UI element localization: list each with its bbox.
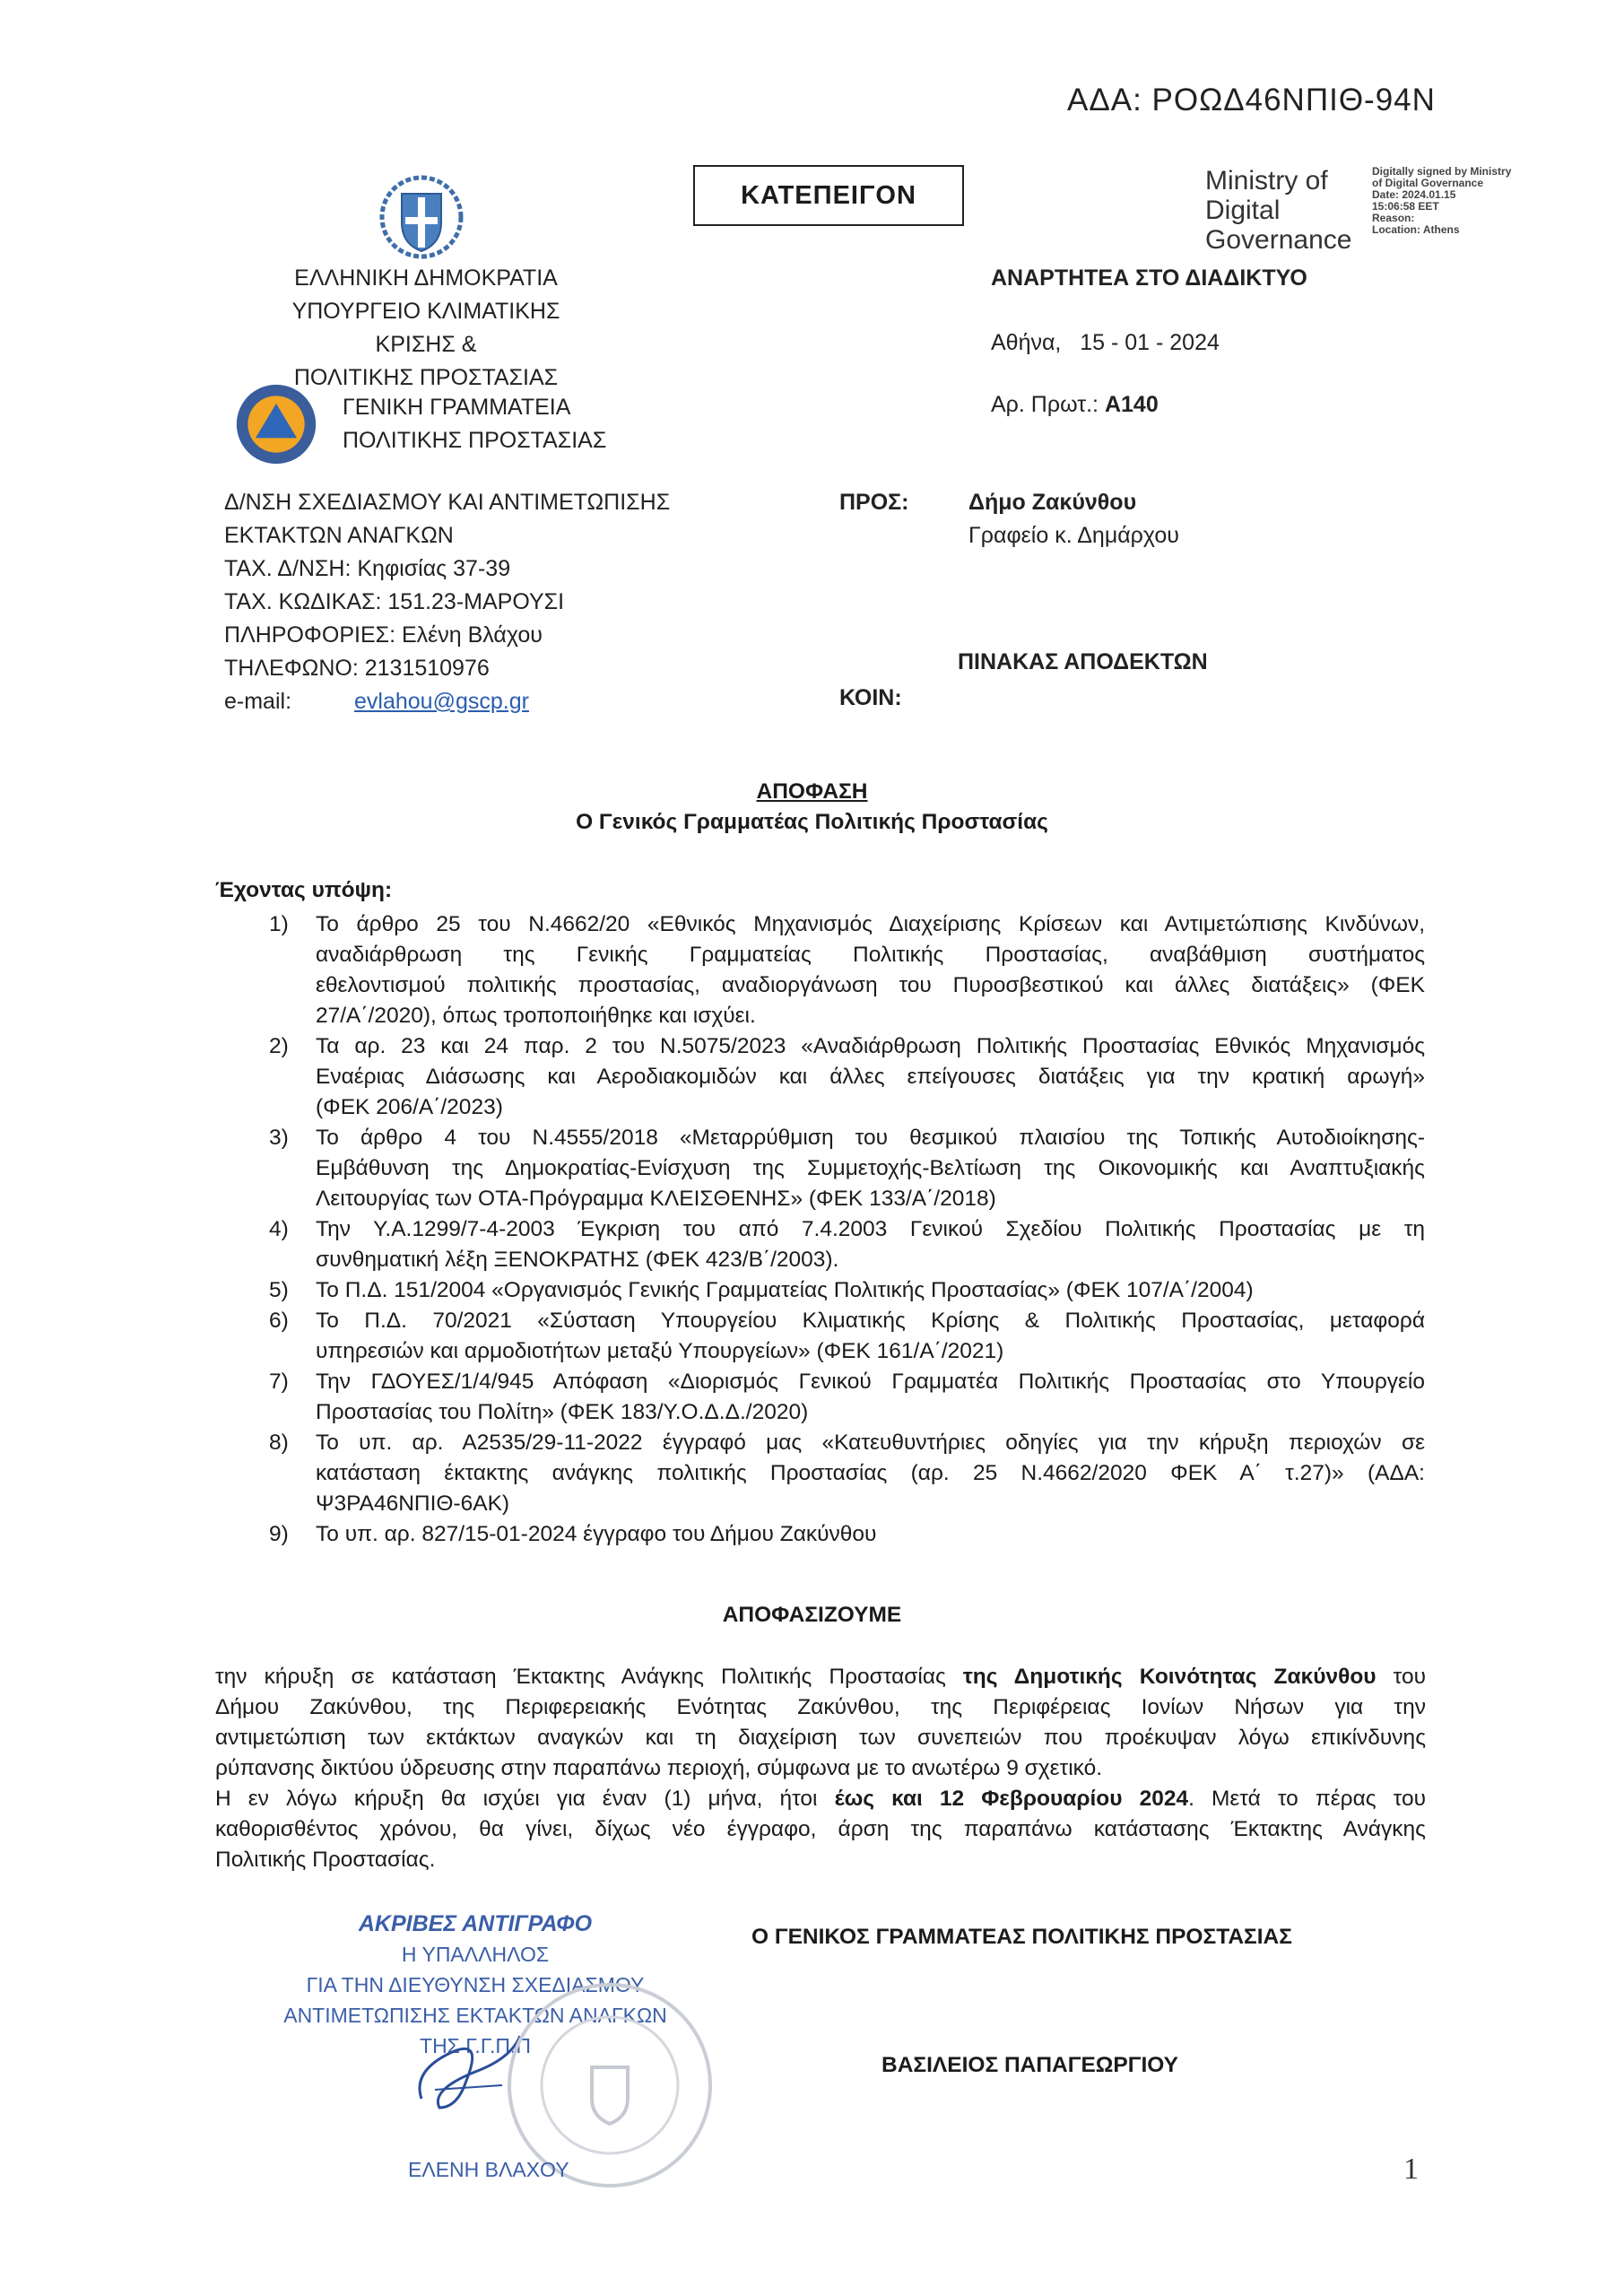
gen-sec-line: ΓΕΝΙΚΗ ΓΡΑΜΜΑΤΕΙΑ	[343, 395, 571, 420]
signature-line: of Digital Governance	[1372, 177, 1484, 189]
item-number: 7)	[269, 1370, 289, 1394]
signature-line: Digitally signed by Ministry	[1372, 165, 1512, 178]
stamp-line: Η ΥΠΑΛΛΗΛΟΣ	[401, 1943, 550, 1966]
p1-bold: της Δημοτικής Κοινότητας Ζακύνθου	[962, 1665, 1376, 1689]
email-label: e-mail:	[224, 689, 292, 714]
decision-subtitle: Ο Γενικός Γραμματέας Πολιτικής Προστασίας	[576, 810, 1048, 834]
stamp-signer-name: ΕΛΕΝΗ ΒΛΑΧΟΥ	[408, 2158, 569, 2181]
signature-line: 15:06:58 EET	[1372, 200, 1439, 213]
info-line: ΠΛΗΡΟΦΟΡΙΕΣ: Ελένη Βλάχου	[224, 622, 543, 648]
item-number: 8)	[269, 1431, 289, 1455]
dept-line: ΕΚΤΑΚΤΩΝ ΑΝΑΓΚΩΝ	[224, 523, 454, 548]
item-text-line: Προστασίας του Πολίτη» (ΦΕΚ 183/Υ.Ο.Δ.Δ./2020)	[316, 1400, 809, 1424]
dept-line: Δ/ΝΣΗ ΣΧΕΔΙΑΣΜΟΥ ΚΑΙ ΑΝΤΙΜΕΤΩΠΙΣΗΣ	[224, 490, 671, 515]
email-line	[224, 685, 670, 718]
digital-governance-label	[1205, 166, 1351, 255]
signature-line: Reason:	[1372, 212, 1415, 224]
p1-text-end: του	[1376, 1665, 1426, 1689]
item-number: 4)	[269, 1217, 289, 1241]
ministry-line-2: ΠΟΛΙΤΙΚΗΣ ΠΡΟΣΤΑΣΙΑΣ	[293, 365, 559, 390]
urgent-box: ΚΑΤΕΠΕΙΓΟΝ	[693, 165, 964, 226]
paragraph-line: αντιμετώπιση των εκτάκτων αναγκών και τη διαχείριση των συνεπειών που προέκυψαν λόγω επικίνδυνης	[215, 1726, 1426, 1750]
item-text-line: Το άρθρο 4 του Ν.4555/2018 «Μεταρρύθμιση του θεσμικού πλαισίου της Τοπικής Αυτοδιοίκησης-	[316, 1126, 1425, 1150]
stamp-line: ΓΙΑ ΤΗΝ ΔΙΕΥΘΥΝΣΗ ΣΧΕΔΙΑΣΜΟΥ	[306, 1973, 645, 1996]
item-text-line: Ψ3ΡΑ46ΝΠΙΘ-6ΑΚ)	[316, 1492, 510, 1516]
item-number: 2)	[269, 1034, 289, 1058]
item-text-line: Το υπ. αρ. Α2535/29-11-2022 έγγραφό μας «Κατευθυντήριες οδηγίες για την κήρυξη περιοχών σε	[316, 1431, 1425, 1455]
item-number: 6)	[269, 1309, 289, 1333]
paragraph-line: καθορισθέντος χρόνου, θα γίνει, δίχως νέο έγγραφο, άρση της παραπάνω κατάστασης Έκτακτης Ανάγκης	[215, 1817, 1426, 1841]
paragraph-line: Δήμου Ζακύνθου, της Περιφερειακής Ενότητας Ζακύνθου, της Περιφέρειας Ιονίων Νήσων για την	[215, 1695, 1426, 1719]
p2-text: Η εν λόγω κήρυξη θα ισχύει για έναν (1) μήνα, ήτοι	[215, 1787, 835, 1811]
stamp-line: ΤΗΣ Γ.Γ.Π.Π	[420, 2034, 531, 2057]
signatory-title: Ο ΓΕΝΙΚΟΣ ΓΡΑΜΜΑΤΕΑΣ ΠΟΛΙΤΙΚΗΣ ΠΡΟΣΤΑΣΙΑΣ	[751, 1925, 1292, 1949]
stamp-line: ΑΝΤΙΜΕΤΩΠΙΣΗΣ ΕΚΤΑΚΤΩΝ ΑΝΑΓΚΩΝ	[283, 2004, 667, 2027]
item-number: 1)	[269, 912, 289, 936]
department-info	[224, 486, 670, 718]
protocol-label: Αρ. Πρωτ.:	[991, 392, 1099, 417]
ministry-line-1: ΥΠΟΥΡΓΕΙΟ ΚΛΙΜΑΤΙΚΗΣ ΚΡΙΣΗΣ &	[291, 299, 560, 357]
ada-code: ΑΔΑ: ΡΟΩΔ46ΝΠΙΘ-94Ν	[1067, 83, 1436, 117]
item-text-line: Την ΓΔΟΥΕΣ/1/4/945 Απόφαση «Διορισμός Γενικού Γραμματέα Πολιτικής Προστασίας στο Υπουργείο	[316, 1370, 1425, 1394]
item-text-line: συνθηματική λέξη ΞΕΝΟΚΡΑΤΗΣ (ΦΕΚ 423/Β΄/2003).	[316, 1248, 839, 1272]
decision-paragraph-1	[215, 1662, 1426, 1875]
ministry-line: Digital	[1205, 196, 1281, 225]
signature-line: Location: Athens	[1372, 223, 1460, 236]
item-text-line: Εμβάθυνση της Δημοκρατίας-Ενίσχυση της Συμμετοχής-Βελτίωση της Οικονομικής και Αναπτυξιακής	[316, 1156, 1425, 1180]
item-number: 5)	[269, 1278, 289, 1302]
recipient	[968, 486, 1179, 552]
to-label: ΠΡΟΣ:	[839, 490, 909, 515]
item-text-line: Εναέριας Διάσωσης και Αεροδιακομιδών και άλλες επείγουσες διατάξεις για την κρατική αρωγή»	[316, 1065, 1425, 1089]
digital-signature-block	[1372, 166, 1511, 236]
recipient-office: Γραφείο κ. Δημάρχου	[968, 523, 1179, 548]
p1-text: την κήρυξη σε κατάσταση Έκτακτης Ανάγκης Πολιτικής Προστασίας	[215, 1665, 963, 1689]
item-text-line: Λειτουργίας των ΟΤΑ-Πρόγραμμα ΚΛΕΙΣΘΕΝΗΣ» (ΦΕΚ 133/Α΄/2018)	[316, 1187, 996, 1211]
item-text-line: εθελοντισμού πολιτικής προστασίας, αναδιοργάνωση του Πυροσβεστικού και άλλες διατάξεις» (ΦΕΚ	[316, 973, 1425, 997]
recipients-list-label: ΠΙΝΑΚΑΣ ΑΠΟΔΕΚΤΩΝ	[958, 649, 1208, 674]
protocol-line	[991, 388, 1159, 422]
item-text-line: Την Υ.Α.1299/7-4-2003 Έγκριση του από 7.4.2003 Γενικού Σχεδίου Πολιτικής Προστασίας με τη	[316, 1217, 1425, 1241]
p2-bold: έως και 12 Φεβρουαρίου 2024	[834, 1787, 1189, 1811]
item-text-line: Το άρθρο 25 του Ν.4662/20 «Εθνικός Μηχανισμός Διαχείρισης Κρίσεων και Αντιμετώπισης Κινδύνων,	[316, 912, 1425, 936]
paragraph-line: ρύπανσης δικτύου ύδρευσης στην παραπάνω περιοχή, σύμφωνα με το ανωτέρω 9 σχετικό.	[215, 1756, 1103, 1780]
civil-protection-logo-icon	[233, 381, 319, 467]
paragraph-line: Πολιτικής Προστασίας.	[215, 1848, 436, 1872]
considering-label: Έχοντας υπόψη:	[215, 878, 393, 902]
ministry-line: Ministry of	[1205, 166, 1328, 196]
date-line	[991, 326, 1220, 360]
protocol-number: Α140	[1104, 392, 1159, 417]
email-link[interactable]: evlahou@gscp.gr	[354, 689, 529, 714]
decision-title: ΑΠΟΦΑΣΗ	[756, 779, 868, 804]
cc-label: ΚΟΙΝ:	[839, 685, 902, 710]
republic-label: ΕΛΛΗΝΙΚΗ ΔΗΜΟΚΡΑΤΙΑ	[294, 265, 558, 291]
gen-sec-line: ΠΟΛΙΤΙΚΗΣ ΠΡΟΣΤΑΣΙΑΣ	[343, 428, 607, 453]
general-secretariat	[343, 391, 606, 457]
true-copy-title: ΑΚΡΙΒΕΣ ΑΝΤΙΓΡΑΦΟ	[358, 1911, 593, 1936]
signatory-name: ΒΑΣΙΛΕΙΟΣ ΠΑΠΑΓΕΩΡΓΙΟΥ	[881, 2053, 1179, 2077]
item-text-line: 27/Α΄/2020), όπως τροποποιήθηκε και ισχύει.	[316, 1004, 756, 1028]
postcode-line: ΤΑΧ. ΚΩΔΙΚΑΣ: 151.23-ΜΑΡΟΥΣΙ	[224, 589, 565, 614]
post-online-label: ΑΝΑΡΤΗΤΕΑ ΣΤΟ ΔΙΑΔΙΚΤΥΟ	[991, 265, 1307, 291]
address-line: ΤΑΧ. Δ/ΝΣΗ: Κηφισίας 37-39	[224, 556, 511, 581]
item-text-line: υπηρεσιών και αρμοδιοτήτων μεταξύ Υπουργείων» (ΦΕΚ 161/Α΄/2021)	[316, 1339, 1004, 1363]
item-text-line: Το Π.Δ. 151/2004 «Οργανισμός Γενικής Γραμματείας Πολιτικής Προστασίας» (ΦΕΚ 107/Α΄/2004)	[316, 1278, 1254, 1302]
paragraph-line	[215, 1662, 1426, 1692]
item-text-line: κατάσταση έκτακτης ανάγκης πολιτικής Προστασίας (αρ. 25 Ν.4662/2020 ΦΕΚ Α΄ τ.27)» (ΑΔΑ:	[316, 1461, 1425, 1485]
signature-line: Date: 2024.01.15	[1372, 188, 1456, 201]
date-value: 15 - 01 - 2024	[1080, 330, 1220, 355]
item-text-line: Τα αρ. 23 και 24 παρ. 2 του Ν.5075/2023 «Αναδιάρθρωση Πολιτικής Προστασίας Εθνικός Μηχανισμός	[316, 1034, 1425, 1058]
item-text-line: (ΦΕΚ 206/Α΄/2023)	[316, 1095, 503, 1119]
p2-text-end: . Μετά το πέρας του	[1188, 1787, 1427, 1811]
item-text-line: Το υπ. αρ. 827/15-01-2024 έγγραφο του Δήμου Ζακύνθου	[316, 1522, 877, 1546]
item-number: 9)	[269, 1522, 289, 1546]
decide-label: ΑΠΟΦΑΣΙΖΟΥΜΕ	[722, 1603, 902, 1627]
item-text-line: Το Π.Δ. 70/2021 «Σύσταση Υπουργείου Κλιματικής Κρίσης & Πολιτικής Προστασίας, μεταφορά	[316, 1309, 1425, 1333]
greek-coat-of-arms-icon	[377, 170, 466, 260]
phone-line: ΤΗΛΕΦΩΝΟ: 2131510976	[224, 656, 490, 681]
paragraph-line	[215, 1784, 1426, 1814]
date-label: Αθήνα,	[991, 330, 1062, 355]
item-number: 3)	[269, 1126, 289, 1150]
recipient-name: Δήμο Ζακύνθου	[968, 490, 1137, 515]
page-number: 1	[1403, 2152, 1419, 2186]
ministry-line: Governance	[1205, 225, 1352, 255]
item-text-line: αναδιάρθρωση της Γενικής Γραμματείας Πολιτικής Προστασίας, αναβάθμιση συστήματος	[316, 943, 1425, 967]
sender-header	[265, 262, 587, 395]
